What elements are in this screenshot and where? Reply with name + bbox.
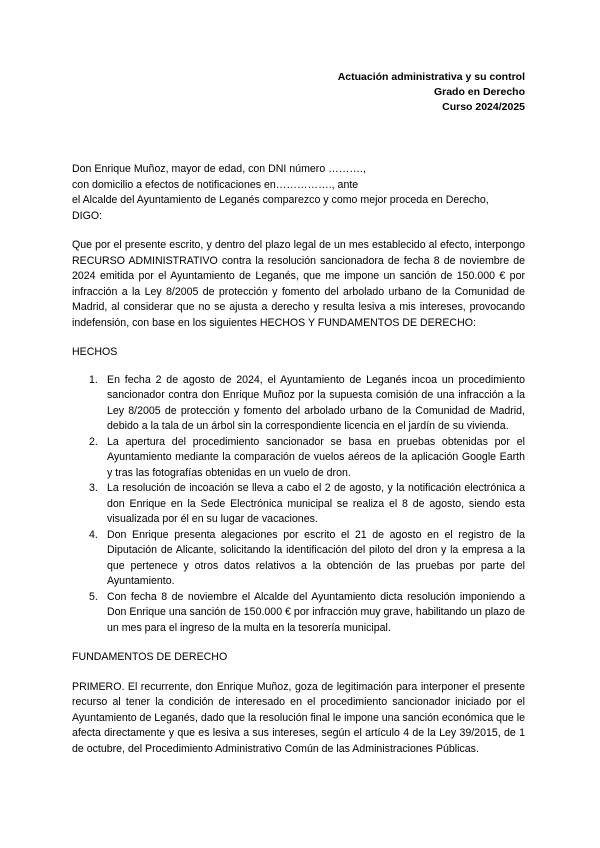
list-item-number: 4.	[89, 528, 98, 541]
intro-line-3: el Alcalde del Ayuntamiento de Leganés comparezco y como mejor proceda en Derecho,	[72, 194, 489, 206]
header-degree: Grado en Derecho	[433, 86, 525, 98]
hechos-list	[72, 373, 525, 637]
list-item-text: La apertura del procedimiento sancionador se basa en pruebas obtenidas por el Ayuntamiento mediante la comparación de vuelos aéreos de la aplicación Google Earth y tras las fotografías obtenidas en un vuelo de dron.	[107, 435, 525, 479]
intro-line-1: Don Enrique Muñoz, mayor de edad, con DNI número ……….,	[72, 163, 366, 175]
document-header	[338, 70, 525, 115]
header-course: Curso 2024/2025	[442, 101, 525, 113]
list-item-number: 2.	[89, 435, 98, 448]
hechos-heading: HECHOS	[72, 346, 118, 358]
list-item	[72, 435, 525, 482]
document-body	[72, 162, 525, 757]
recurso-paragraph: Que por el presente escrito, y dentro del plazo legal de un mes establecido al efecto, interpongo RECURSO ADMINISTRATIVO contra la resolución sancionadora de fecha 8 de noviembre de 2024 emitida por el Ayuntamiento de Leganés, que me impone un sanción de 150.000 € por infracción a la Ley 8/2005 de protección y fomento del arbolado urbano de la Comunidad de Madrid, al considerar que no se ajusta a derecho y resulta lesiva a mis intereses, provocando indefensión, con base en los siguientes HECHOS Y FUNDAMENTOS DE DERECHO:	[72, 239, 525, 329]
list-item-text: Don Enrique presenta alegaciones por escrito el 21 de agosto en el registro de la Diputación de Alicante, solicitando la identificación del piloto del dron y la empresa a la que pertenece y otros datos relativos a la obtención de las pruebas por parte del Ayuntamiento.	[107, 528, 525, 587]
list-item	[72, 590, 525, 637]
primero-paragraph: PRIMERO. El recurrente, don Enrique Muñoz, goza de legitimación para interponer el presente recurso al tener la condición de interesado en el procedimiento sancionador iniciado por el Ayuntamiento de Leganés, dado que la resolución final le impone una sanción económica que le afecta directamente y que es lesiva a sus intereses, según el artículo 4 de la Ley 39/2015, de 1 de octubre, del Procedimiento Administrativo Común de las Administraciones Públicas.	[72, 680, 525, 755]
list-item-number: 3.	[89, 482, 98, 494]
list-item-number: 1.	[89, 373, 98, 386]
intro-block	[72, 162, 525, 224]
list-item-number: 5.	[89, 590, 98, 603]
list-item	[72, 528, 525, 590]
header-subject: Actuación administrativa y su control	[337, 71, 525, 83]
list-item-text: Con fecha 8 de noviembre el Alcalde del Ayuntamiento dicta resolución imponiendo a Don Enrique una sanción de 150.000 € por infracción muy grave, habilitando un plazo de un mes para el ingreso de la multa en la tesorería municipal.	[107, 590, 525, 634]
intro-line-4: DIGO:	[72, 209, 103, 222]
fundamentos-heading: FUNDAMENTOS DE DERECHO	[72, 651, 228, 663]
list-item	[72, 373, 525, 435]
list-item-text: La resolución de incoación se lleva a cabo el 2 de agosto, y la notificación electrónica a don Enrique en la Sede Electrónica municipal se realiza el 8 de agosto, siendo esta visualizada por él en su lugar de vacaciones.	[107, 482, 525, 525]
list-item-text: En fecha 2 de agosto de 2024, el Ayuntamiento de Leganés incoa un procedimiento sancionador contra don Enrique Muñoz por la supuesta comisión de una infracción a la Ley 8/2005 de protección y fomento del arbolado urbano de la Comunidad de Madrid, debido a la tala de un árbol sin la correspondiente licencia en el jardín de su vivienda.	[107, 373, 525, 432]
intro-line-2: con domicilio a efectos de notificaciones en……………., ante	[72, 178, 359, 191]
list-item	[72, 481, 525, 528]
